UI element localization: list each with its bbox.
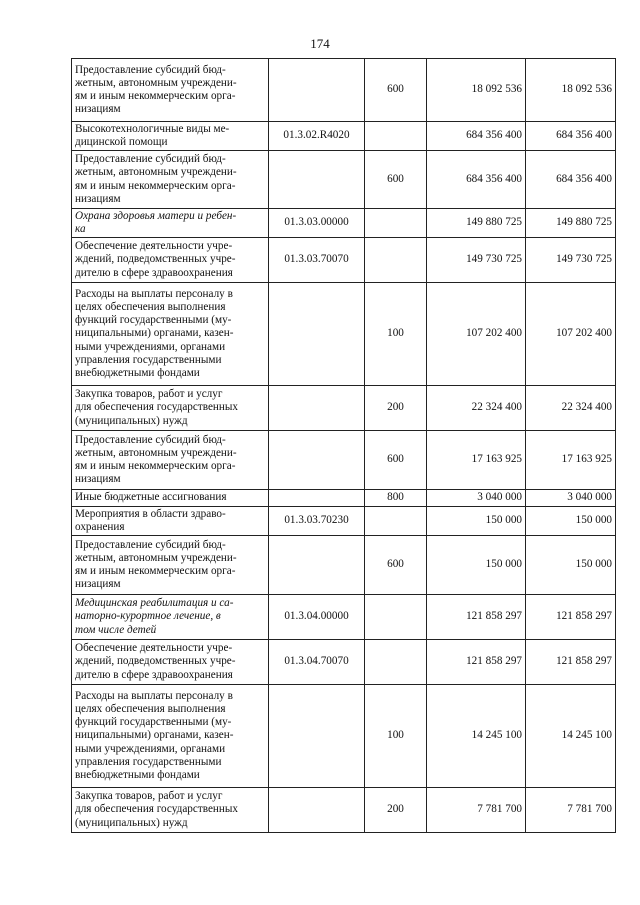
row-amount-1-cell: 18 092 536 bbox=[427, 59, 526, 122]
row-amount-2-cell: 121 858 297 bbox=[526, 640, 616, 685]
table-row bbox=[72, 536, 616, 595]
row-amount-1-cell: 121 858 297 bbox=[427, 640, 526, 685]
row-amount-2-cell: 17 163 925 bbox=[526, 431, 616, 490]
row-amount-2-cell: 150 000 bbox=[526, 507, 616, 536]
row-code-cell: 01.3.03.70230 bbox=[269, 507, 365, 536]
row-expense-type-cell: 600 bbox=[365, 536, 427, 595]
table-row bbox=[72, 490, 616, 507]
row-code-cell: 01.3.03.70070 bbox=[269, 238, 365, 283]
row-name-cell: Мероприятия в области здраво- охранения bbox=[72, 507, 269, 536]
table-row bbox=[72, 283, 616, 386]
row-amount-2-cell: 684 356 400 bbox=[526, 151, 616, 209]
row-amount-1-cell: 121 858 297 bbox=[427, 595, 526, 640]
row-name-cell: Закупка товаров, работ и услуг для обеспечения государственных (муниципальных) нужд bbox=[72, 386, 269, 431]
row-code-cell: 01.3.04.70070 bbox=[269, 640, 365, 685]
row-amount-2-cell: 22 324 400 bbox=[526, 386, 616, 431]
row-name-cell: Расходы на выплаты персоналу в целях обеспечения выполнения функций государственными (му- ниципальными) органами, казен- ными учреждениями, органами управления государственными внебюджетными фондами bbox=[72, 685, 269, 788]
row-amount-2-cell: 7 781 700 bbox=[526, 788, 616, 833]
row-expense-type-cell: 200 bbox=[365, 788, 427, 833]
row-amount-1-cell: 684 356 400 bbox=[427, 122, 526, 151]
budget-table-body bbox=[72, 59, 616, 833]
table-row bbox=[72, 595, 616, 640]
row-expense-type-cell: 100 bbox=[365, 685, 427, 788]
row-code-cell bbox=[269, 536, 365, 595]
budget-table bbox=[71, 58, 616, 833]
table-row bbox=[72, 685, 616, 788]
row-code-cell bbox=[269, 283, 365, 386]
row-code-cell bbox=[269, 788, 365, 833]
row-code-cell bbox=[269, 685, 365, 788]
row-expense-type-cell: 600 bbox=[365, 151, 427, 209]
row-expense-type-cell bbox=[365, 507, 427, 536]
row-code-cell bbox=[269, 490, 365, 507]
row-name-cell: Предоставление субсидий бюд- жетным, автономным учреждени- ям и иным некоммерческим орга- низациям bbox=[72, 536, 269, 595]
row-expense-type-cell: 600 bbox=[365, 59, 427, 122]
row-amount-2-cell: 107 202 400 bbox=[526, 283, 616, 386]
row-amount-2-cell: 3 040 000 bbox=[526, 490, 616, 507]
row-code-cell: 01.3.04.00000 bbox=[269, 595, 365, 640]
row-name-cell: Обеспечение деятельности учре- ждений, подведомственных учре- дителю в сфере здравоохранения bbox=[72, 640, 269, 685]
row-expense-type-cell bbox=[365, 640, 427, 685]
row-amount-2-cell: 684 356 400 bbox=[526, 122, 616, 151]
table-row bbox=[72, 431, 616, 490]
row-code-cell bbox=[269, 151, 365, 209]
row-expense-type-cell: 600 bbox=[365, 431, 427, 490]
table-row bbox=[72, 386, 616, 431]
row-expense-type-cell bbox=[365, 122, 427, 151]
row-amount-1-cell: 3 040 000 bbox=[427, 490, 526, 507]
row-expense-type-cell: 800 bbox=[365, 490, 427, 507]
row-amount-1-cell: 149 730 725 bbox=[427, 238, 526, 283]
row-name-cell: Предоставление субсидий бюд- жетным, автономным учреждени- ям и иным некоммерческим орга- низациям bbox=[72, 431, 269, 490]
row-amount-2-cell: 121 858 297 bbox=[526, 595, 616, 640]
row-expense-type-cell bbox=[365, 209, 427, 238]
row-name-cell: Предоставление субсидий бюд- жетным, автономным учреждени- ям и иным некоммерческим орга- низациям bbox=[72, 151, 269, 209]
row-amount-1-cell: 14 245 100 bbox=[427, 685, 526, 788]
row-code-cell bbox=[269, 59, 365, 122]
table-row bbox=[72, 209, 616, 238]
table-row bbox=[72, 788, 616, 833]
row-name-cell: Медицинская реабилитация и са- наторно-курортное лечение, в том числе детей bbox=[72, 595, 269, 640]
table-row bbox=[72, 238, 616, 283]
row-expense-type-cell: 200 bbox=[365, 386, 427, 431]
row-amount-1-cell: 17 163 925 bbox=[427, 431, 526, 490]
table-row bbox=[72, 59, 616, 122]
row-expense-type-cell: 100 bbox=[365, 283, 427, 386]
row-code-cell bbox=[269, 431, 365, 490]
row-code-cell bbox=[269, 386, 365, 431]
row-expense-type-cell bbox=[365, 595, 427, 640]
row-name-cell: Предоставление субсидий бюд- жетным, автономным учреждени- ям и иным некоммерческим орга- низациям bbox=[72, 59, 269, 122]
row-name-cell: Высокотехнологичные виды ме- дицинской помощи bbox=[72, 122, 269, 151]
row-amount-2-cell: 150 000 bbox=[526, 536, 616, 595]
row-amount-2-cell: 149 730 725 bbox=[526, 238, 616, 283]
row-name-cell: Закупка товаров, работ и услуг для обеспечения государственных (муниципальных) нужд bbox=[72, 788, 269, 833]
row-expense-type-cell bbox=[365, 238, 427, 283]
row-amount-1-cell: 107 202 400 bbox=[427, 283, 526, 386]
row-name-cell: Расходы на выплаты персоналу в целях обеспечения выполнения функций государственными (му- ниципальными) органами, казен- ными учреждениями, органами управления государственными внебюджетными фондами bbox=[72, 283, 269, 386]
row-amount-1-cell: 22 324 400 bbox=[427, 386, 526, 431]
row-amount-1-cell: 149 880 725 bbox=[427, 209, 526, 238]
row-amount-1-cell: 7 781 700 bbox=[427, 788, 526, 833]
row-amount-1-cell: 150 000 bbox=[427, 536, 526, 595]
row-amount-2-cell: 14 245 100 bbox=[526, 685, 616, 788]
page-number: 174 bbox=[310, 36, 330, 51]
row-name-cell: Иные бюджетные ассигнования bbox=[72, 490, 269, 507]
table-row bbox=[72, 122, 616, 151]
row-amount-1-cell: 684 356 400 bbox=[427, 151, 526, 209]
table-row bbox=[72, 640, 616, 685]
row-amount-2-cell: 149 880 725 bbox=[526, 209, 616, 238]
row-code-cell: 01.3.03.00000 bbox=[269, 209, 365, 238]
row-amount-1-cell: 150 000 bbox=[427, 507, 526, 536]
row-name-cell: Обеспечение деятельности учре- ждений, подведомственных учре- дителю в сфере здравоохранения bbox=[72, 238, 269, 283]
table-row bbox=[72, 507, 616, 536]
row-name-cell: Охрана здоровья матери и ребен- ка bbox=[72, 209, 269, 238]
table-row bbox=[72, 151, 616, 209]
row-amount-2-cell: 18 092 536 bbox=[526, 59, 616, 122]
row-code-cell: 01.3.02.R4020 bbox=[269, 122, 365, 151]
